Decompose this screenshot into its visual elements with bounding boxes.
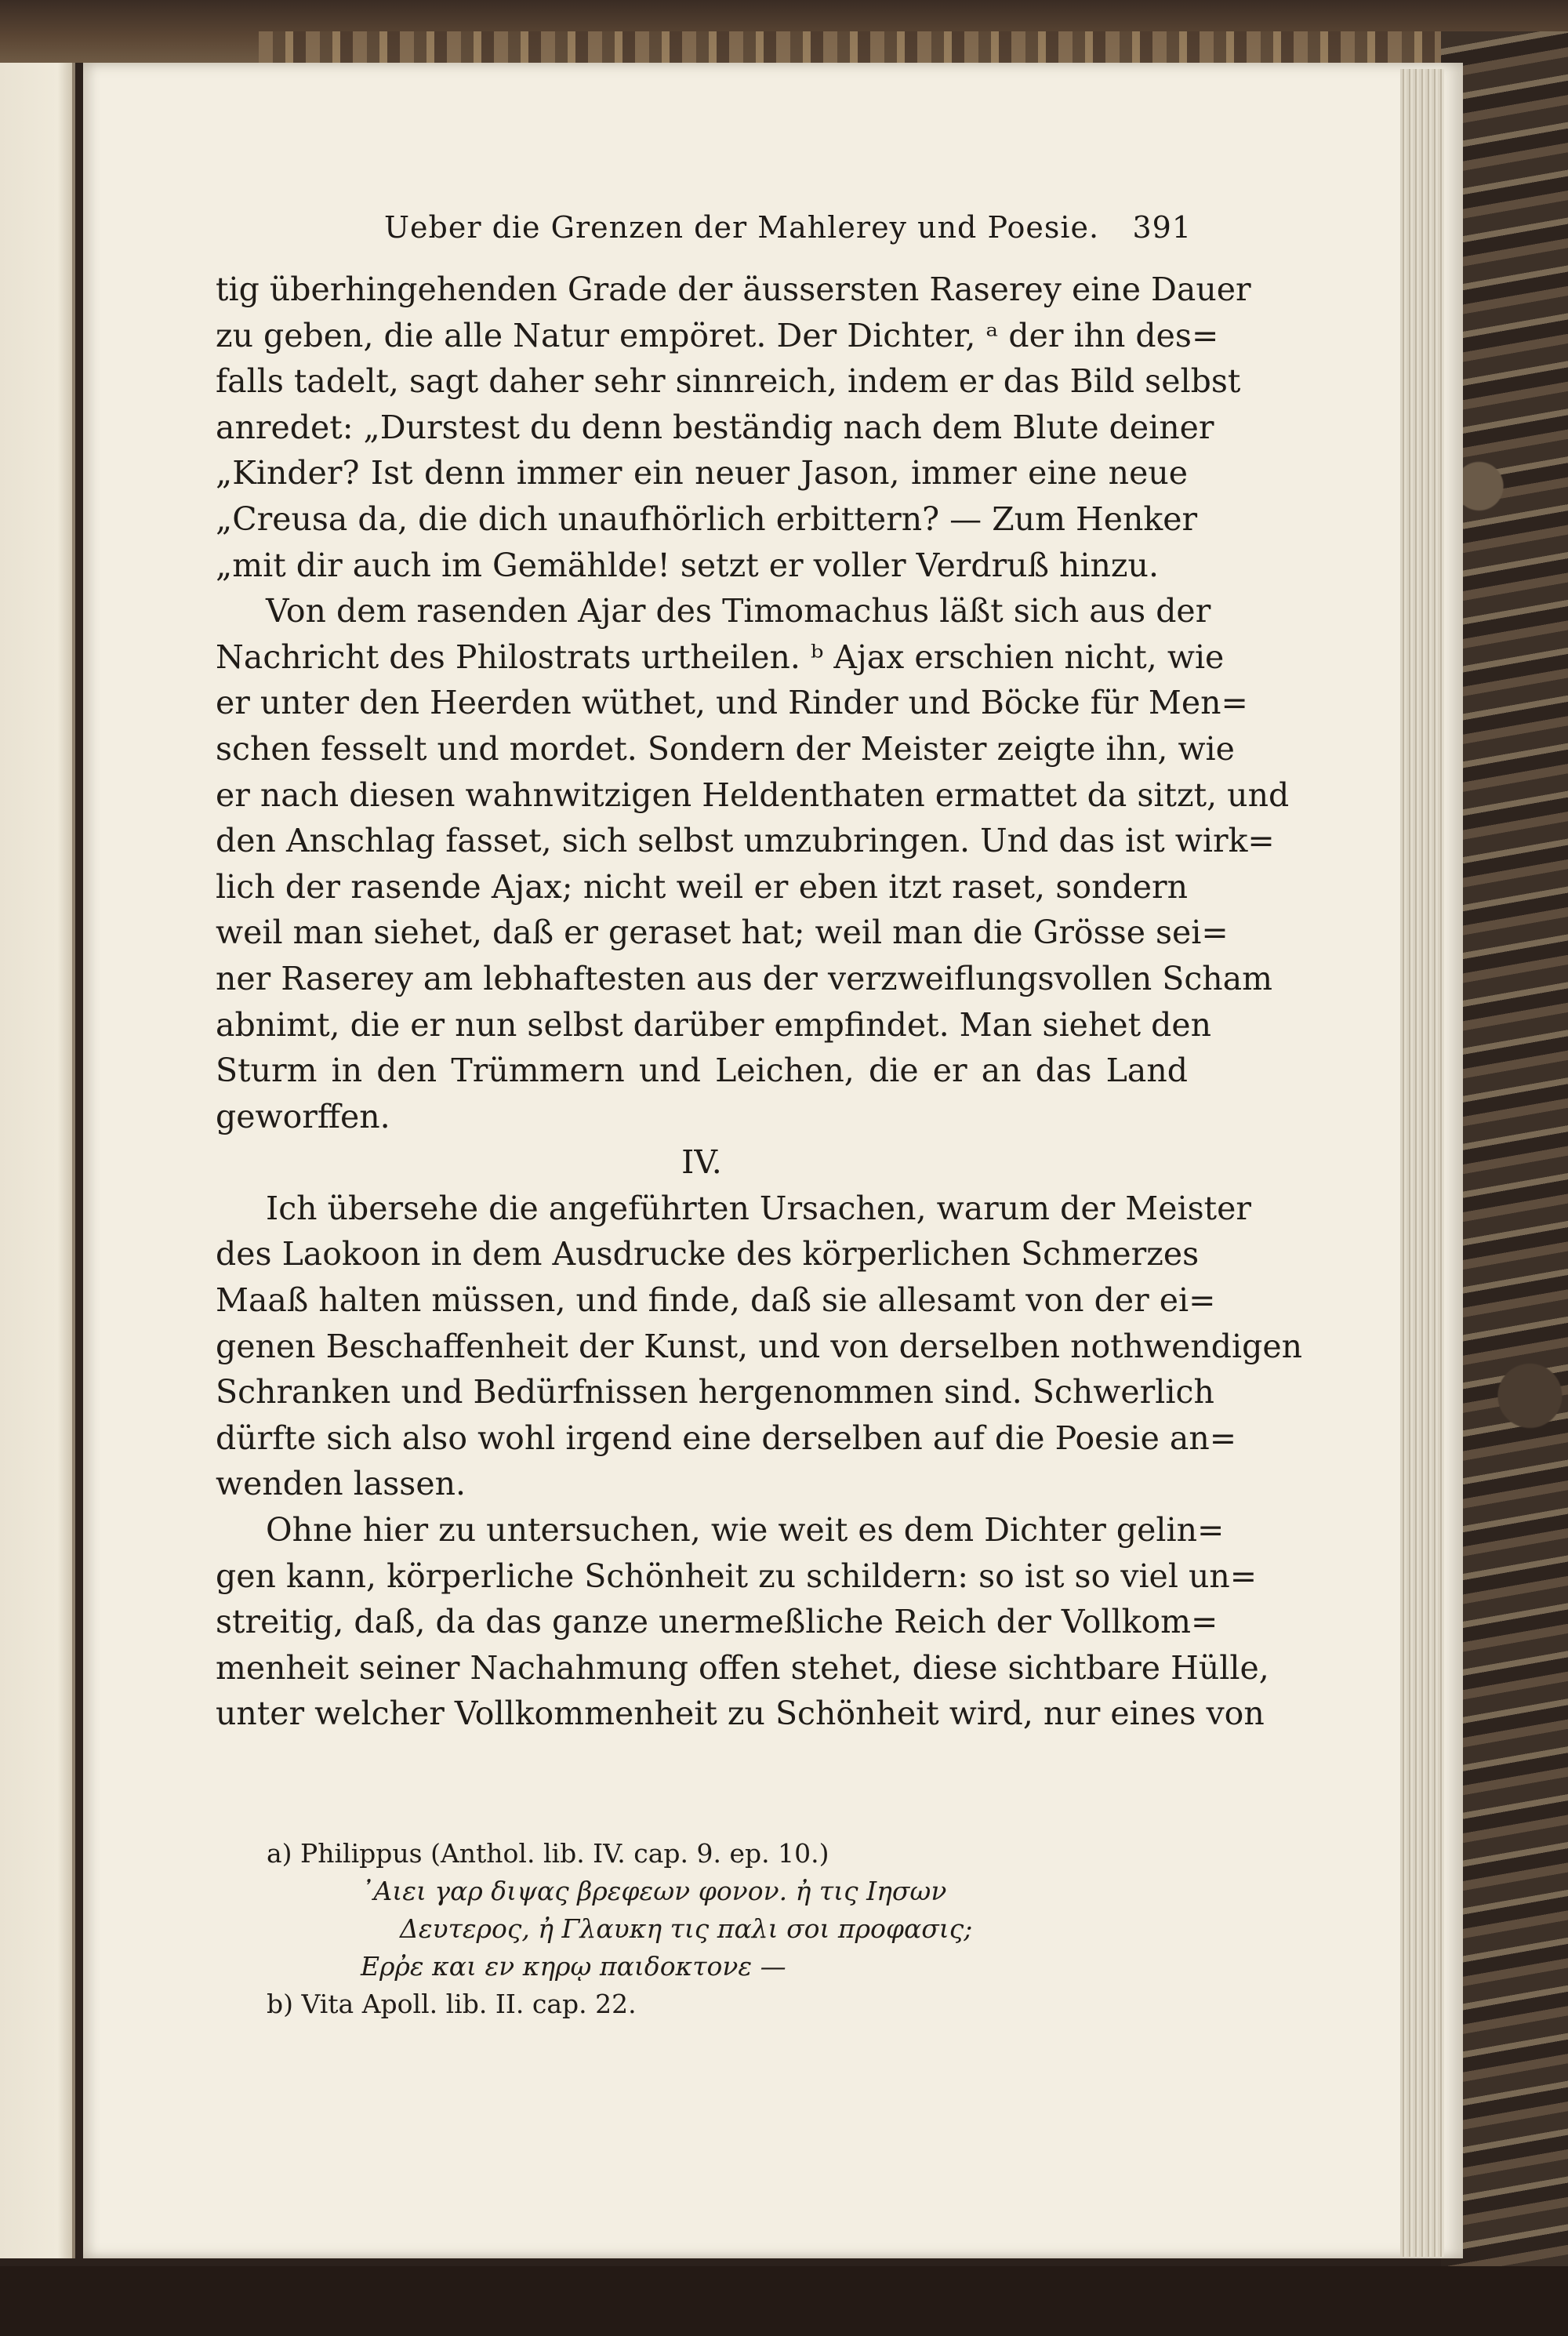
text-line: Ohne hier zu untersuchen, wie weit es dem Dichter gelin= xyxy=(266,1511,1225,1549)
page-block-edge xyxy=(1400,69,1444,2257)
text-line: gen kann, körperliche Schönheit zu schildern: so ist so viel un= xyxy=(216,1557,1258,1595)
text-line: Nachricht des Philostrats urtheilen. ᵇ Ajax erschien nicht, wie xyxy=(216,638,1225,676)
text-line: streitig, daß, da das ganze unermeßliche Reich der Vollkom= xyxy=(216,1603,1218,1641)
text-line: tig überhingehenden Grade der äussersten Raserey eine Dauer xyxy=(216,271,1251,308)
text-line: dürfte sich also wohl irgend eine derselben auf die Poesie an= xyxy=(216,1419,1237,1457)
text-line: Schranken und Bedürfnissen hergenommen sind. Schwerlich xyxy=(216,1373,1214,1411)
footnote-greek-line: Ερῤε και εν κηρῳ παιδοκτονε — xyxy=(361,1951,786,1982)
marbled-edge-top xyxy=(259,31,1466,67)
text-line: Maaß halten müssen, und finde, daß sie allesamt von der ei= xyxy=(216,1281,1216,1320)
text-line: „Creusa da, die dich unaufhörlich erbittern? — Zum Henker xyxy=(216,500,1198,538)
running-header xyxy=(384,205,1192,252)
section-heading: IV. xyxy=(681,1143,722,1182)
text-line: wenden lassen. xyxy=(216,1465,466,1503)
text-line: ner Raserey am lebhaftesten aus der verzweiflungsvollen Scham xyxy=(216,959,1273,997)
text-line: Sturm in den Trümmern und Leichen, die er an das Land xyxy=(216,1052,1188,1090)
text-line: des Laokoon in dem Ausdrucke des körperlichen Schmerzes xyxy=(216,1235,1200,1273)
footnote-greek-line: Δευτερος, ἠ Γλαυκη τις παλι σοι προφασις; xyxy=(400,1913,973,1944)
text-line: „mit dir auch im Gemählde! setzt er voller Verdruß hinzu. xyxy=(216,546,1159,584)
text-line: geworffen. xyxy=(216,1097,390,1135)
footnote-a: a) Philippus (Anthol. lib. IV. cap. 9. ep. 10.) xyxy=(267,1838,829,1869)
text-line: menheit seiner Nachahmung offen stehet, diese sichtbare Hülle, xyxy=(216,1648,1269,1687)
text-line: Von dem rasenden Ajar des Timomachus läßt sich aus der xyxy=(266,592,1211,630)
running-title: Ueber die Grenzen der Mahlerey und Poesie. xyxy=(384,210,1100,245)
facing-page-edge xyxy=(0,63,75,2258)
book-board-bottom xyxy=(0,2266,1568,2336)
text-line: den Anschlag fasset, sich selbst umzubringen. Und das ist wirk= xyxy=(216,822,1275,860)
footnote-b: b) Vita Apoll. lib. II. cap. 22. xyxy=(267,1989,637,2019)
text-line: weil man siehet, daß er geraset hat; weil man die Grösse sei= xyxy=(216,914,1229,952)
text-line: er nach diesen wahnwitzigen Heldenthaten ermattet da sitzt, und xyxy=(216,776,1290,814)
text-line: anredet: „Durstest du denn beständig nach dem Blute deiner xyxy=(216,408,1214,446)
text-line: er unter den Heerden wüthet, und Rinder und Böcke für Men= xyxy=(216,684,1248,722)
text-line: genen Beschaffenheit der Kunst, und von derselben nothwendigen xyxy=(216,1327,1303,1365)
text-line: „Kinder? Ist denn immer ein neuer Jason, immer eine neue xyxy=(216,454,1188,492)
text-line: zu geben, die alle Natur empöret. Der Dichter, ᵃ der ihn des= xyxy=(216,316,1219,354)
body-text xyxy=(216,267,1303,1737)
text-line: lich der rasende Ajax; nicht weil er eben itzt raset, sondern xyxy=(216,867,1188,906)
text-line: unter welcher Vollkommenheit zu Schönheit wird, nur eines von xyxy=(216,1695,1265,1733)
text-line: abnimt, die er nun selbst darüber empfindet. Man siehet den xyxy=(216,1005,1212,1044)
footnotes xyxy=(267,1835,1051,2023)
text-line: schen fesselt und mordet. Sondern der Meister zeigte ihn, wie xyxy=(216,729,1235,768)
page-number: 391 xyxy=(1132,210,1192,245)
text-line: Ich übersehe die angeführten Ursachen, warum der Meister xyxy=(266,1189,1251,1227)
text-line: falls tadelt, sagt daher sehr sinnreich, indem er das Bild selbst xyxy=(216,362,1241,401)
footnote-greek-line: ᾿Αιει γαρ διψας βρεφεων φονον. ἠ τις Ιησων xyxy=(361,1876,947,1906)
